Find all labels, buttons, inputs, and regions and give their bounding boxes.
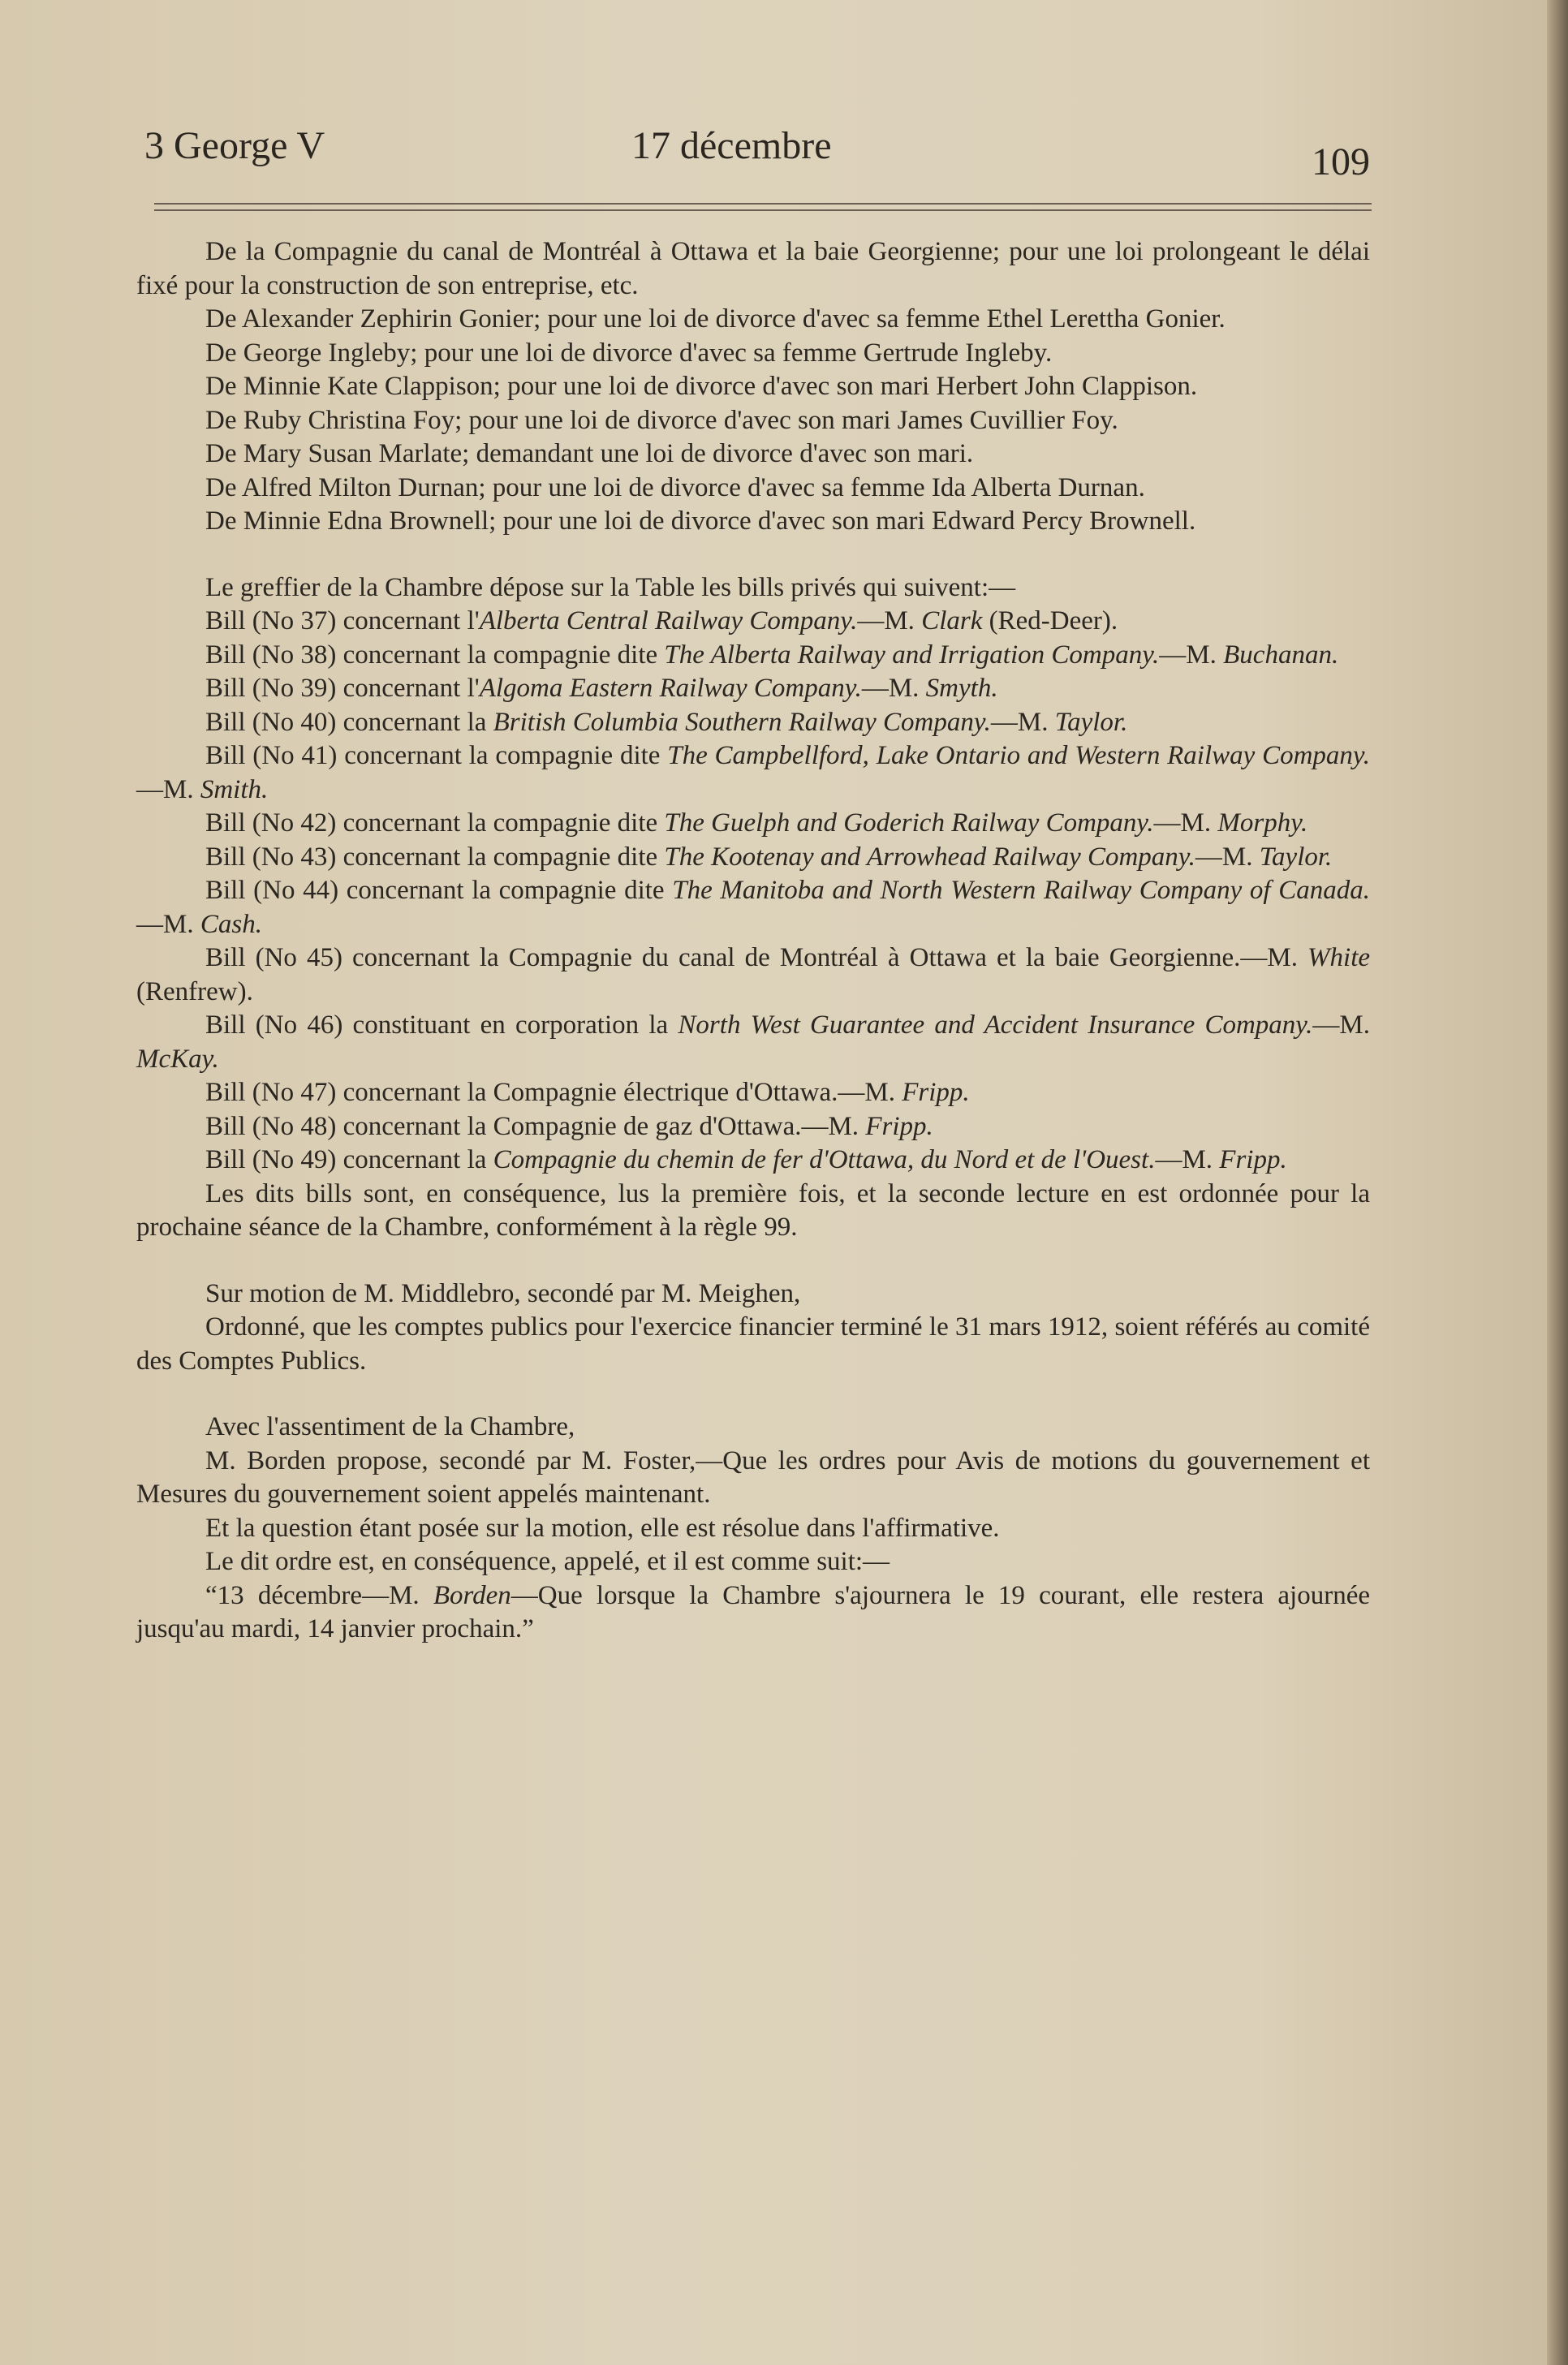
bill-member: Buchanan.	[1223, 640, 1339, 670]
petition-item: De Ruby Christina Foy; pour une loi de divorce d'avec son mari James Cuvillier Foy.	[205, 405, 1118, 435]
bill-company-title: The Manitoba and North Western Railway Company of Canada.	[672, 876, 1370, 905]
body-text	[136, 235, 1370, 1647]
bill-company-title: Compagnie du chemin de fer d'Ottawa, du Nord et de l'Ouest.	[493, 1145, 1156, 1174]
borden-motion: M. Borden propose, secondé par M. Foster,—Que les ordres pour Avis de motions du gouvernement et Mesures du gouvernement soient appelés maintenant.	[136, 1445, 1370, 1509]
bill-item	[136, 1009, 1370, 1076]
bill-separator: —M.	[857, 606, 922, 635]
bill-description: Bill (No 48) concernant la Compagnie de gaz d'Ottawa.	[205, 1111, 802, 1141]
bill-separator: —M.	[1153, 808, 1218, 838]
bill-separator: —M.	[1312, 1010, 1370, 1040]
petition-item: De Minnie Edna Brownell; pour une loi de divorce d'avec son mari Edward Percy Brownell.	[205, 506, 1196, 536]
bill-suffix: (Red-Deer).	[982, 606, 1118, 635]
petition-item: De George Ingleby; pour une loi de divorce d'avec sa femme Gertrude Ingleby.	[205, 338, 1053, 368]
bill-company-title: Algoma Eastern Railway Company.	[479, 674, 862, 703]
petitions-list	[136, 235, 1370, 539]
consent-intro: Avec l'assentiment de la Chambre,	[205, 1412, 575, 1441]
bill-member: McKay.	[136, 1044, 219, 1074]
bill-separator: —M.	[838, 1078, 902, 1107]
bill-item	[136, 672, 1370, 706]
adjournment-order	[136, 1579, 1370, 1647]
bill-item	[136, 739, 1370, 807]
petition-item: De Alfred Milton Durnan; pour une loi de divorce d'avec sa femme Ida Alberta Durnan.	[205, 472, 1145, 502]
bill-member: Taylor.	[1054, 707, 1128, 737]
bill-description: Bill (No 41) concernant la compagnie dite	[205, 741, 668, 770]
bill-item	[136, 639, 1370, 673]
order-called: Le dit ordre est, en conséquence, appelé, et il est comme suit:—	[205, 1547, 890, 1576]
bill-description: Bill (No 40) concernant la	[205, 707, 493, 737]
bill-company-title: The Alberta Railway and Irrigation Company.	[664, 640, 1160, 670]
quote-text: —Que lorsque la Chambre s'ajournera le 19 courant, elle restera ajournée jusqu'au mardi, 14 janvier prochain.”	[136, 1580, 1370, 1643]
bill-item	[136, 605, 1370, 639]
bill-member: Cash.	[200, 909, 262, 939]
bills-conclusion: Les dits bills sont, en conséquence, lus la première fois, et la seconde lecture en est ordonnée pour la prochaine séance de la Chambre, conformément à la règle 99.	[136, 1178, 1370, 1242]
bill-item	[136, 1144, 1370, 1178]
bill-description: Bill (No 42) concernant la compagnie dite	[205, 808, 665, 838]
bill-separator: —M.	[861, 674, 926, 703]
petition-item: De Minnie Kate Clappison; pour une loi de divorce d'avec son mari Herbert John Clappison.	[205, 372, 1198, 401]
bill-description: Bill (No 39) concernant l'	[205, 674, 480, 703]
bill-separator: —M.	[136, 909, 200, 939]
bill-item	[136, 1110, 1370, 1144]
bill-item	[136, 874, 1370, 941]
bill-member: Fripp.	[902, 1078, 970, 1107]
bill-description: Bill (No 44) concernant la compagnie dite	[205, 876, 673, 905]
book-spine-shadow	[1547, 0, 1568, 2365]
bill-member: Taylor.	[1259, 842, 1333, 872]
bill-description: Bill (No 37) concernant l'	[205, 606, 480, 635]
petition-item: De Mary Susan Marlate; demandant une loi de divorce d'avec son mari.	[205, 439, 974, 468]
bill-member: White	[1307, 943, 1371, 972]
bills-intro: Le greffier de la Chambre dépose sur la Table les bills privés qui suivent:—	[205, 572, 1016, 602]
bill-item	[136, 941, 1370, 1009]
bill-member: Clark	[921, 606, 983, 635]
header-rule-top	[154, 203, 1372, 205]
bill-company-title: The Campbellford, Lake Ontario and Western Railway Company.	[667, 741, 1371, 770]
bill-description: Bill (No 43) concernant la compagnie dite	[205, 842, 665, 872]
bill-member: Morphy.	[1217, 808, 1308, 838]
bills-list	[136, 605, 1370, 1178]
header-rule-bottom	[154, 209, 1372, 211]
bill-member: Smyth.	[925, 674, 998, 703]
bill-description: Bill (No 46) constituant en corporation la	[205, 1010, 678, 1040]
bill-item	[136, 706, 1370, 740]
bill-description: Bill (No 49) concernant la	[205, 1145, 493, 1174]
bill-company-title: Alberta Central Railway Company.	[479, 606, 858, 635]
bill-separator: —M.	[136, 774, 200, 804]
bill-item	[136, 841, 1370, 875]
quote-member: Borden	[433, 1580, 511, 1610]
bill-member: Fripp.	[865, 1111, 933, 1141]
bill-company-title: North West Guarantee and Accident Insurance Company.	[678, 1010, 1313, 1040]
motion-intro: Sur motion de M. Middlebro, secondé par M. Meighen,	[205, 1278, 801, 1308]
bill-company-title: The Guelph and Goderich Railway Company.	[664, 808, 1154, 838]
bill-suffix: (Renfrew).	[136, 976, 253, 1006]
header-regnal-year: 3 George V	[144, 124, 325, 167]
motion-order: Ordonné, que les comptes publics pour l'exercice financier terminé le 31 mars 1912, soient référés au comité des Comptes Publics.	[136, 1312, 1370, 1376]
bill-separator: —M.	[1195, 842, 1260, 872]
bill-separator: —M.	[1155, 1145, 1220, 1174]
bill-separator: —M.	[1159, 640, 1224, 670]
bill-item	[136, 1076, 1370, 1110]
bill-separator: —M.	[801, 1111, 866, 1141]
bill-member: Fripp.	[1219, 1145, 1287, 1174]
bill-company-title: British Columbia Southern Railway Company.	[493, 707, 991, 737]
bill-description: Bill (No 38) concernant la compagnie dite	[205, 640, 665, 670]
bill-item	[136, 807, 1370, 841]
bill-separator: —M.	[990, 707, 1055, 737]
quote-prefix: “13 décembre—M.	[205, 1580, 433, 1610]
bill-description: Bill (No 47) concernant la Compagnie électrique d'Ottawa.	[205, 1078, 838, 1107]
bill-member: Smith.	[200, 774, 269, 804]
petition-item: De Alexander Zephirin Gonier; pour une loi de divorce d'avec sa femme Ethel Lerettha Gonier.	[205, 304, 1226, 334]
motion-resolution: Et la question étant posée sur la motion, elle est résolue dans l'affirmative.	[205, 1513, 1000, 1543]
bill-separator: —M.	[1240, 943, 1308, 972]
petition-item: De la Compagnie du canal de Montréal à Ottawa et la baie Georgienne; pour une loi prolongeant le délai fixé pour la construction de son entreprise, etc.	[136, 237, 1370, 300]
running-header	[144, 122, 1370, 183]
bill-company-title: The Kootenay and Arrowhead Railway Company.	[664, 842, 1195, 872]
page-number: 109	[1312, 140, 1370, 183]
header-date: 17 décembre	[631, 124, 832, 167]
bill-description: Bill (No 45) concernant la Compagnie du canal de Montréal à Ottawa et la baie Georgienne.	[205, 943, 1241, 972]
